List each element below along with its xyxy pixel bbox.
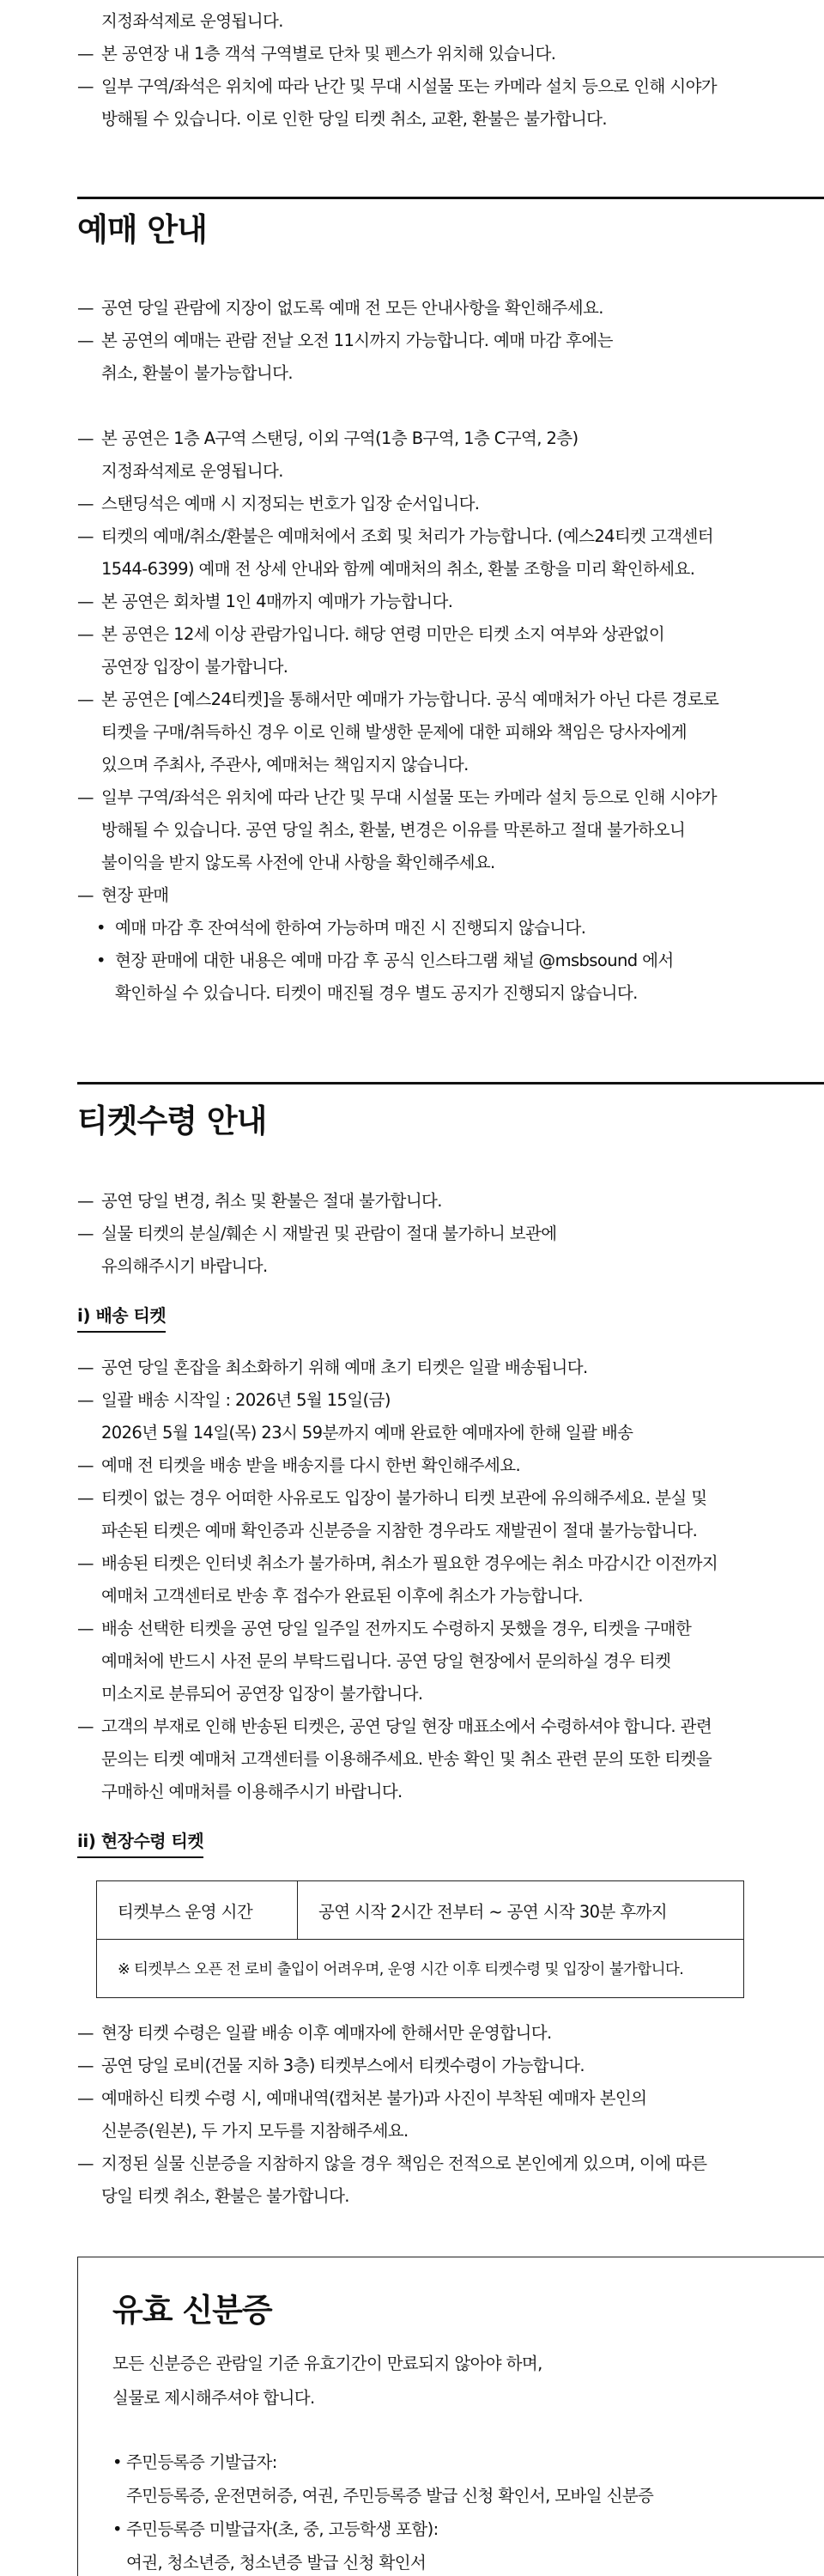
booking-section	[77, 210, 747, 1010]
text-line: 취소, 환불이 불가능합니다.	[101, 363, 294, 383]
text-line: — 배송된 티켓은 인터넷 취소가 불가하며, 취소가 필요한 경우에는 취소 마감시간 이전까지	[77, 1547, 747, 1580]
id-intro-line: 실물로 제시해주셔야 합니다.	[112, 2388, 315, 2408]
text-line: — 고객의 부재로 인해 반송된 티켓은, 공연 당일 현장 매표소에서 수령하셔야 합니다. 관련	[77, 1710, 747, 1743]
text-line: 미소지로 분류되어 공연장 입장이 불가합니다.	[101, 1684, 423, 1704]
text-line: — 본 공연은 1층 A구역 스탠딩, 이외 구역(1층 B구역, 1층 C구역, 2층)	[77, 422, 747, 455]
text-line: — 실물 티켓의 분실/훼손 시 재발권 및 관람이 절대 불가하니 보관에	[77, 1218, 747, 1250]
id-item: • 주민등록증 기발급자:	[112, 2452, 277, 2472]
text-line: — 예매 전 티켓을 배송 받을 배송지를 다시 한번 확인해주세요.	[77, 1449, 747, 1482]
text-line: 지정좌석제로 운영됩니다.	[101, 11, 283, 31]
text-line: 방해될 수 있습니다. 공연 당일 취소, 환불, 변경은 이유를 막론하고 절대 불가하오니	[101, 820, 686, 840]
text-line: — 예매하신 티켓 수령 시, 예매내역(캡처본 불가)과 사진이 부착된 예매자 본인의	[77, 2082, 747, 2115]
text-line: — 공연 당일 로비(건물 지하 3층) 티켓부스에서 티켓수령이 가능합니다.	[77, 2050, 747, 2082]
text-line: 문의는 티켓 예매처 고객센터를 이용해주세요. 반송 확인 및 취소 관련 문의 또한 티켓을	[101, 1749, 712, 1769]
text-line: — 현장 판매	[77, 879, 747, 912]
text-line: — 일괄 배송 시작일 : 2026년 5월 15일(금)	[77, 1384, 747, 1417]
text-line: • 예매 마감 후 잔여석에 한하여 가능하며 매진 시 진행되지 않습니다.	[77, 912, 747, 945]
text-line: 불이익을 받지 않도록 사전에 안내 사항을 확인해주세요.	[101, 853, 495, 872]
booth-hours-table	[96, 1880, 744, 1998]
valid-id-box	[77, 2257, 824, 2576]
text-line: 지정좌석제로 운영됩니다.	[101, 461, 283, 481]
text-line: — 스탠딩석은 예매 시 지정되는 번호가 입장 순서입니다.	[77, 488, 747, 520]
booth-hours-label: 티켓부스 운영 시간	[97, 1881, 298, 1940]
text-line: 티켓을 구매/취득하신 경우 이로 인해 발생한 문제에 대한 피해와 책임은 당사자에게	[101, 722, 688, 742]
text-line: 공연장 입장이 불가합니다.	[101, 657, 288, 677]
id-intro-line: 모든 신분증은 관람일 기준 유효기간이 만료되지 않아야 하며,	[112, 2354, 542, 2373]
text-line: — 현장 티켓 수령은 일괄 배송 이후 예매자에 한해서만 운영합니다.	[77, 2017, 747, 2050]
text-line: 예매처 고객센터로 반송 후 접수가 완료된 이후에 취소가 가능합니다.	[101, 1586, 584, 1606]
pickup-section	[77, 1101, 747, 2213]
text-line: — 본 공연은 12세 이상 관람가입니다. 해당 연령 미만은 티켓 소지 여부와 상관없이	[77, 618, 747, 651]
text-line: — 일부 구역/좌석은 위치에 따라 난간 및 무대 시설물 또는 카메라 설치 등으로 인해 시야가	[77, 70, 747, 103]
text-line: — 공연 당일 혼잡을 최소화하기 위해 예매 초기 티켓은 일괄 배송됩니다.	[77, 1352, 747, 1384]
text-line: 확인하실 수 있습니다. 티켓이 매진될 경우 별도 공지가 진행되지 않습니다.	[115, 983, 638, 1003]
section-divider	[77, 1082, 824, 1084]
text-line: 구매하신 예매처를 이용해주시기 바랍니다.	[101, 1782, 403, 1801]
text-line: — 일부 구역/좌석은 위치에 따라 난간 및 무대 시설물 또는 카메라 설치 등으로 인해 시야가	[77, 781, 747, 814]
text-line: 당일 티켓 취소, 환불은 불가합니다.	[101, 2186, 349, 2206]
id-item-detail: 여권, 청소년증, 청소년증 발급 신청 확인서	[126, 2553, 427, 2573]
text-line: • 현장 판매에 대한 내용은 예매 마감 후 공식 인스타그램 채널 @msbsound 에서	[77, 945, 747, 977]
text-line: — 공연 당일 관람에 지장이 없도록 예매 전 모든 안내사항을 확인해주세요.	[77, 292, 747, 325]
id-item: • 주민등록증 미발급자(초, 중, 고등학생 포함):	[112, 2519, 439, 2539]
booth-hours-value: 공연 시작 2시간 전부터 ~ 공연 시작 30분 후까지	[298, 1881, 744, 1940]
text-line: 있으며 주최사, 주관사, 예매처는 책임지지 않습니다.	[101, 755, 469, 775]
onsite-subtitle: ii) 현장수령 티켓	[77, 1827, 203, 1858]
id-item-detail: 주민등록증, 운전면허증, 여권, 주민등록증 발급 신청 확인서, 모바일 신분증	[126, 2486, 654, 2506]
text-line: — 티켓의 예매/취소/환불은 예매처에서 조회 및 처리가 가능합니다. (예스24티켓 고객센터	[77, 520, 747, 553]
text-line: 1544-6399) 예매 전 상세 안내와 함께 예매처의 취소, 환불 조항을 미리 확인하세요.	[101, 559, 695, 579]
text-line: — 지정된 실물 신분증을 지참하지 않을 경우 책임은 전적으로 본인에게 있으며, 이에 따른	[77, 2148, 747, 2180]
text-line: 2026년 5월 14일(목) 23시 59분까지 예매 완료한 예매자에 한해 일괄 배송	[101, 1423, 633, 1443]
text-line: — 배송 선택한 티켓을 공연 당일 일주일 전까지도 수령하지 못했을 경우, 티켓을 구매한	[77, 1613, 747, 1645]
top-section	[77, 0, 747, 136]
section-title: 티켓수령 안내	[77, 1103, 267, 1139]
text-line: 방해될 수 있습니다. 이로 인한 당일 티켓 취소, 교환, 환불은 불가합니다.	[101, 109, 608, 129]
booth-hours-note: ※ 티켓부스 오픈 전 로비 출입이 어려우며, 운영 시간 이후 티켓수령 및 입장이 불가합니다.	[97, 1940, 744, 1998]
section-divider	[77, 197, 824, 199]
text-line: — 본 공연은 회차별 1인 4매까지 예매가 가능합니다.	[77, 586, 747, 618]
delivery-subtitle: i) 배송 티켓	[77, 1302, 166, 1333]
text-line: 예매처에 반드시 사전 문의 부탁드립니다. 공연 당일 현장에서 문의하실 경우 티켓	[101, 1651, 671, 1671]
text-line: — 본 공연은 [예스24티켓]을 통해서만 예매가 가능합니다. 공식 예매처가 아닌 다른 경로로	[77, 683, 747, 716]
text-line: — 티켓이 없는 경우 어떠한 사유로도 입장이 불가하니 티켓 보관에 유의해주세요. 분실 및	[77, 1482, 747, 1515]
text-line: — 공연 당일 변경, 취소 및 환불은 절대 불가합니다.	[77, 1185, 747, 1218]
text-line: 신분증(원본), 두 가지 모두를 지참해주세요.	[101, 2121, 409, 2141]
text-line: — 본 공연의 예매는 관람 전날 오전 11시까지 가능합니다. 예매 마감 후에는	[77, 325, 747, 357]
text-line: 파손된 티켓은 예매 확인증과 신분증을 지참한 경우라도 재발권이 절대 불가능합니다.	[101, 1521, 698, 1540]
section-title: 예매 안내	[77, 211, 207, 248]
text-line: — 본 공연장 내 1층 객석 구역별로 단차 및 펜스가 위치해 있습니다.	[77, 38, 747, 70]
id-box-title: 유효 신분증	[112, 2292, 272, 2329]
text-line: 유의해주시기 바랍니다.	[101, 1256, 268, 1276]
